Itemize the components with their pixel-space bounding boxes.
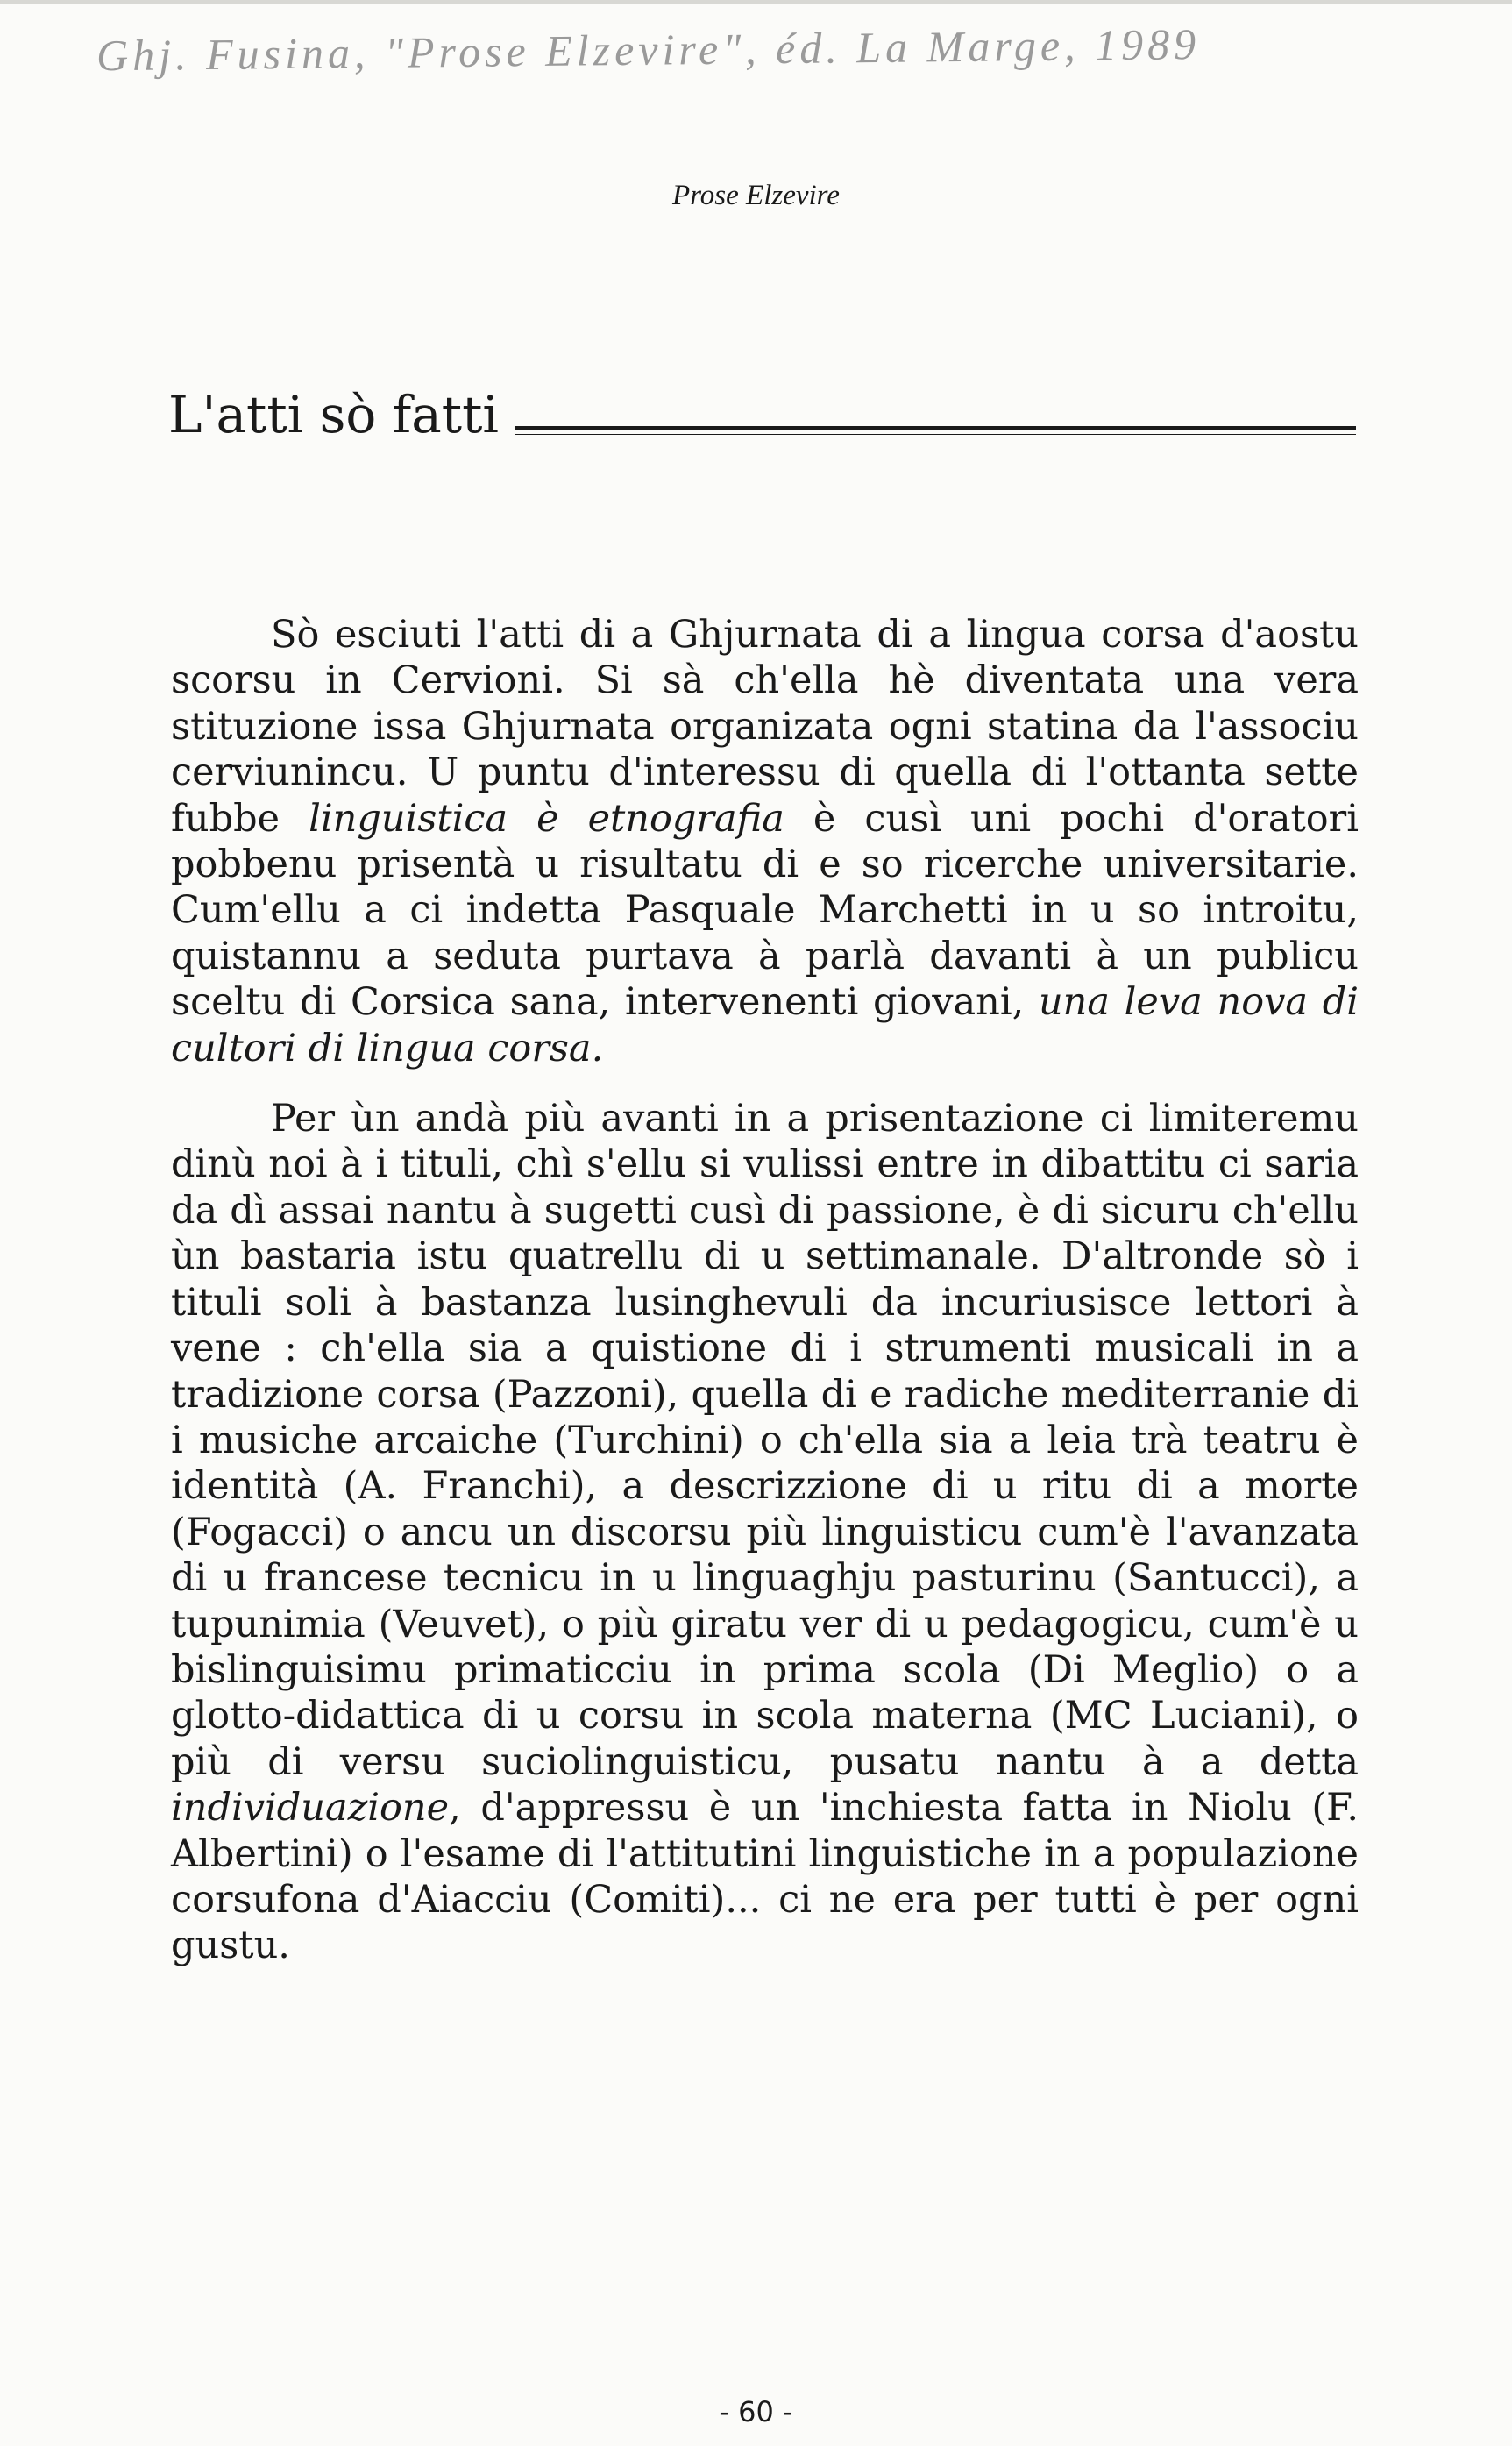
page-number: - 60 - — [719, 2395, 793, 2428]
article-title-row — [168, 384, 1356, 445]
title-rule — [515, 426, 1356, 435]
paragraph-1-italic-1: linguistica è etnografia — [309, 796, 784, 841]
paragraph-1-italic-2: una leva nova di cultori di lingua corsa. — [171, 980, 1359, 1070]
running-head: Prose Elzevire — [672, 180, 840, 211]
handwritten-reference-note: Ghj. Fusina, "Prose Elzevire", éd. La Marge, 1989 — [96, 19, 1201, 81]
paragraph-2-italic-1: individuazione — [171, 1786, 450, 1831]
paragraph-1-text-b: è cusì uni pochi d'oratori pobbenu prisentà u risultatu di e so ricerche universitarie. Cum'ellu a ci indetta Pasquale Marchetti in u so introitu, quistannu a seduta purtava à parlà davanti à un publicu sceltu di Corsica sana, intervenenti giovani, — [171, 796, 1359, 1025]
scan-edge — [0, 0, 1512, 4]
article-title: L'atti sò fatti — [168, 385, 499, 444]
paragraph-2-text-a: Per ùn andà più avanti in a prisentazione ci limiteremu dinù noi à i tituli, chì s'ellu si vulissi entre in dibattitu ci saria da dì assai nantu à sugetti cusì di passione, è di sicuru ch'ellu ùn bastaria istu quatrellu di u settimanale. D'altronde sò i tituli soli à bastanza lusinghevuli da incuriusisce lettori à vene : ch'ella sia a quistione di i strumenti musicali in a tradizione corsa (Pazzoni), quella di e radiche mediterranie di i musiche arcaiche (Turchini) o ch'ella sia a leia trà teatru è identità (A. Franchi), a descrizzione di u ritu di a morte (Fogacci) o ancu un discorsu più linguisticu cum'è l'avanzata di u francese tecnicu in u linguaghju pasturinu (Santucci), a tupunimia (Veuvet), o più giratu ver di u pedagogicu, cum'è u bislinguisimu primaticciu in prima scola (Di Meglio) o a glotto-didattica di u corsu in scola materna (MC Luciani), o più di versu suciolinguisticu, pusatu nantu à a detta — [171, 1097, 1359, 1784]
paragraph-2 — [171, 1096, 1359, 1969]
paragraph-1-text-a: Sò esciuti l'atti di a Ghjurnata di a lingua corsa d'aostu scorsu in Cervioni. Si sà ch'ella hè diventata una vera stituzione issa Ghjurnata organizata ogni statina da l'associu cerviunincu. U puntu d'interessu di quella di l'ottanta sette fubbe — [171, 613, 1359, 841]
paragraph-1 — [171, 612, 1359, 1071]
article-body — [171, 612, 1359, 1969]
paragraph-2-text-b: , d'appressu è un 'inchiesta fatta in Niolu (F. Albertini) o l'esame di l'attitutini linguistiche in a populazione corsufona d'Aiacciu (Comiti)... ci ne era per tutti è per ogni gustu. — [171, 1786, 1359, 1968]
